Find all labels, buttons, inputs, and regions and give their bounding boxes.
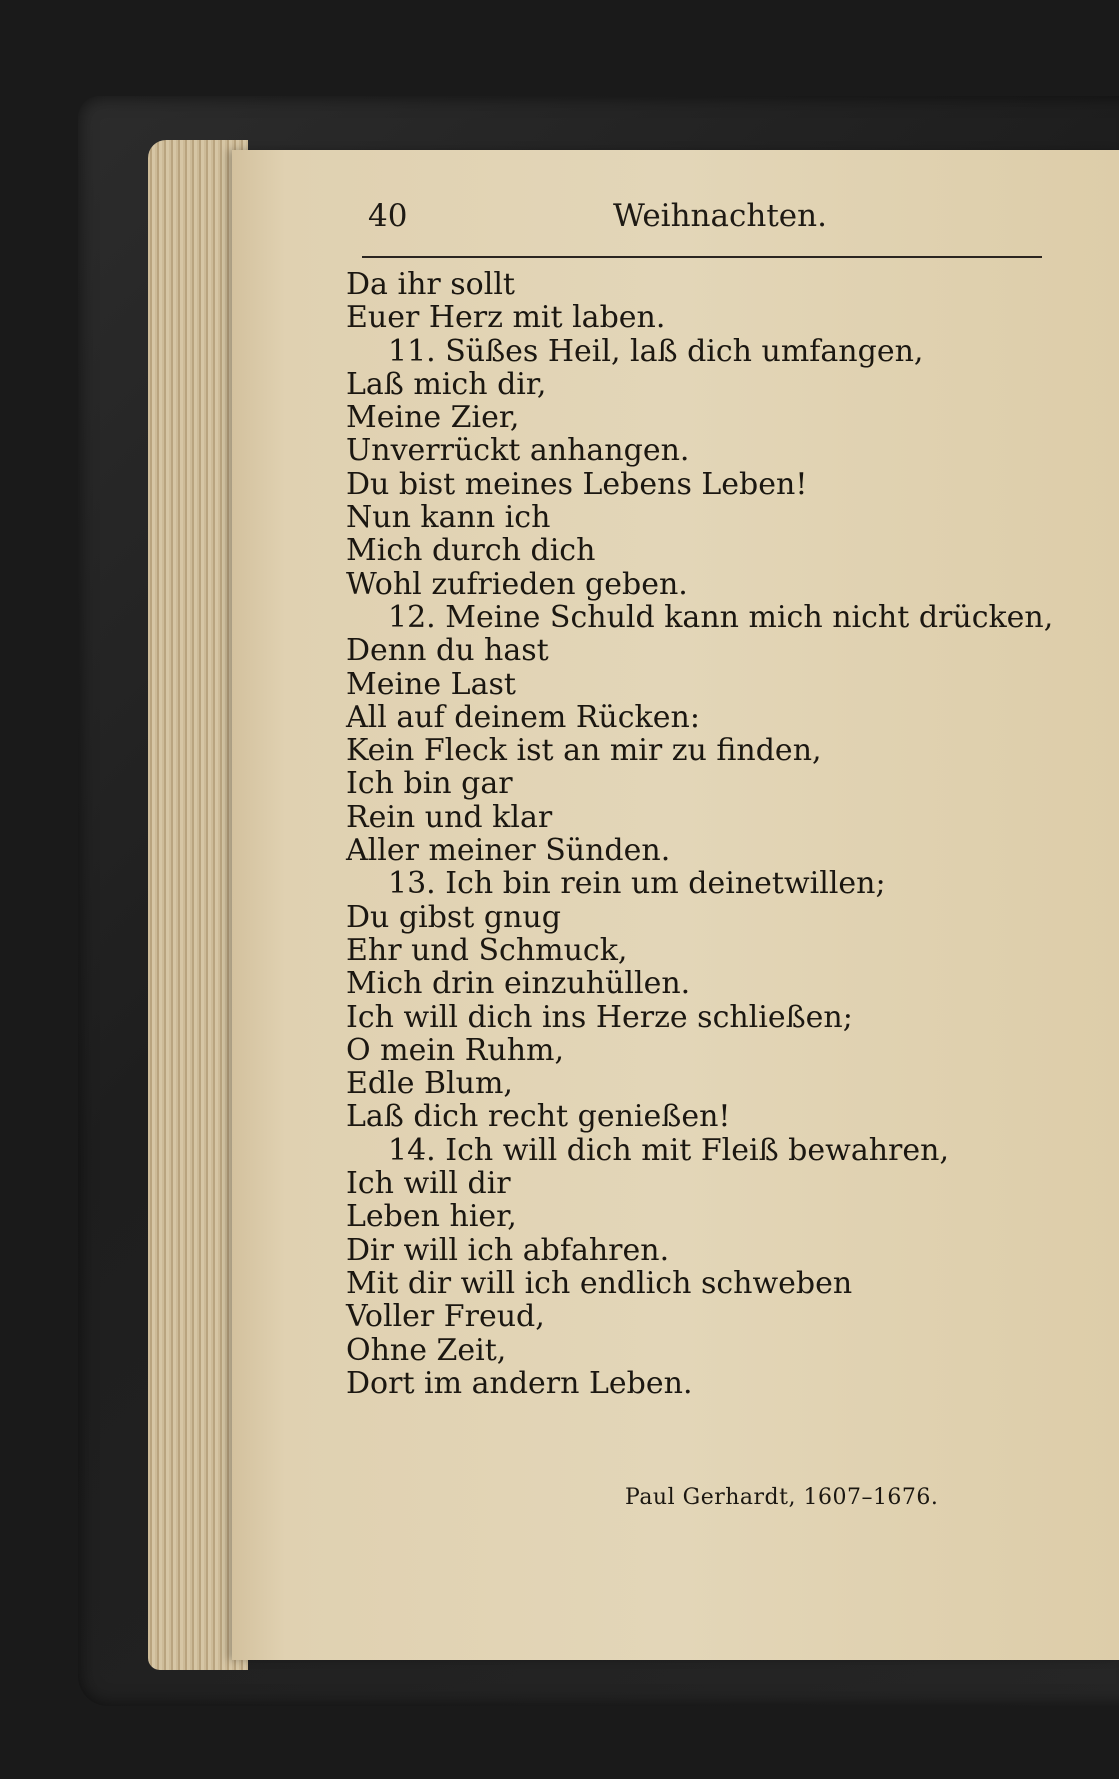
text-line: Wohl zufrieden geben. (346, 566, 688, 602)
page-header (368, 198, 1088, 248)
text-line: Leben hier, (346, 1199, 517, 1235)
text-line: O mein Ruhm, (346, 1032, 564, 1068)
text-line: Nun kann ich (346, 500, 551, 536)
text-line: Euer Herz mit laben. (346, 300, 666, 336)
text-line: Ich will dich ins Herze schließen; (346, 999, 853, 1035)
text-line: Du gibst gnug (346, 899, 561, 935)
text-line: Meine Last (346, 666, 516, 702)
author-signature: Paul Gerhardt, 1607–1676. (625, 1485, 939, 1510)
text-line: Laß mich dir, (346, 366, 547, 402)
running-title: Weihnachten. (613, 198, 827, 234)
text-line: Rein und klar (346, 799, 553, 835)
verse-start-line: 13. Ich bin rein um deinetwillen; (388, 866, 886, 902)
text-line: Mit dir will ich endlich schweben (346, 1265, 853, 1301)
hymn-text (346, 267, 1054, 1401)
text-line: Edle Blum, (346, 1066, 513, 1102)
text-line: Ich bin gar (346, 766, 513, 802)
text-line: Dort im andern Leben. (346, 1365, 693, 1401)
text-line: Meine Zier, (346, 400, 520, 436)
text-line: Ehr und Schmuck, (346, 932, 628, 968)
verse-start-line: 11. Süßes Heil, laß dich umfangen, (388, 333, 924, 369)
text-line: Denn du hast (346, 633, 549, 669)
header-rule (362, 256, 1042, 258)
text-line: Du bist meines Lebens Leben! (346, 466, 808, 502)
page-number: 40 (368, 198, 408, 234)
text-line: Ohne Zeit, (346, 1332, 507, 1368)
text-line: Da ihr sollt (346, 267, 515, 302)
verse-start-line: 12. Meine Schuld kann mich nicht drücken, (388, 599, 1054, 635)
text-line: Kein Fleck ist an mir zu finden, (346, 733, 822, 769)
text-line: Unverrückt anhangen. (346, 433, 690, 469)
text-line: Ich will dir (346, 1166, 511, 1202)
text-line: Laß dich recht genießen! (346, 1099, 731, 1135)
verse-start-line: 14. Ich will dich mit Fleiß bewahren, (388, 1132, 949, 1168)
text-line: Mich durch dich (346, 533, 596, 569)
text-line: All auf deinem Rücken: (346, 699, 700, 735)
text-line: Mich drin einzuhüllen. (346, 966, 691, 1002)
text-line: Aller meiner Sünden. (346, 833, 671, 869)
text-line: Dir will ich abfahren. (346, 1232, 670, 1268)
text-line: Voller Freud, (346, 1299, 545, 1335)
